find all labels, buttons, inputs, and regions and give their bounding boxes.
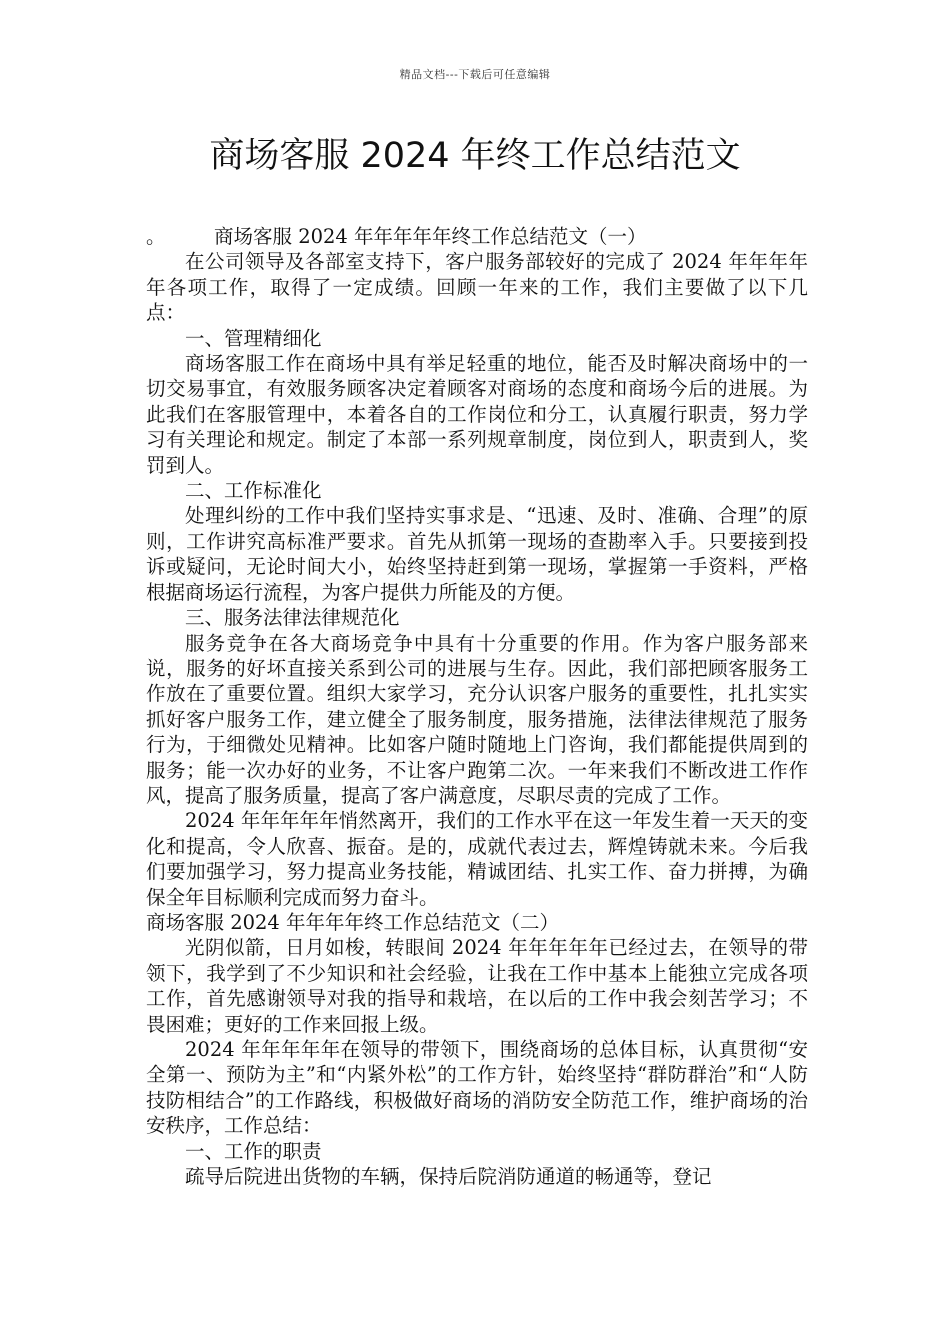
paragraph: 服务竞争在各大商场竞争中具有十分重要的作用。作为客户服务部来说，服务的好坏直接关系到公司的进展与生存。因此，我们部把顾客服务工作放在了重要位置。组织大家学习，充分认识客户服务的重要性，扎扎实实抓好客户服务工作，建立健全了服务制度，服务措施，法律法律规范了服务行为，于细微处见精神。比如客户随时随地上门咨询，我们都能提供周到的服务；能一次办好的业务，不让客户跑第二次。一年来我们不断改进工作作风，提高了服务质量，提高了客户满意度，尽职尽责的完成了工作。: [146, 631, 808, 807]
header-watermark: 精品文档---下载后可任意编辑: [399, 68, 551, 81]
paragraph: 商场客服工作在商场中具有举足轻重的地位，能否及时解决商场中的一切交易事宜，有效服务顾客决定着顾客对商场的态度和商场今后的进展。为此我们在客服管理中，本着各自的工作岗位和分工，认真履行职责，努力学习有关理论和规定。制定了本部一系列规章制度，岗位到人，职责到人，奖罚到人。: [146, 352, 808, 477]
paragraph-subtitle-1-text: 商场客服 2024 年年年年年终工作总结范文（一）: [214, 225, 647, 248]
intro-marker: 。: [146, 225, 166, 248]
paragraph: 处理纠纷的工作中我们坚持实事求是、“迅速、及时、准确、合理”的原则，工作讲究高标准严要求。首先从抓第一现场的查勘率入手。只要接到投诉或疑问，无论时间大小，始终坚持赶到第一现场，掌握第一手资料，严格根据商场运行流程，为客户提供力所能及的方便。: [146, 504, 808, 604]
section-heading: 二、工作标准化: [185, 479, 322, 503]
paragraph: 在公司领导及各部室支持下，客户服务部较好的完成了 2024 年年年年年各项工作，取得了一定成绩。回顾一年来的工作，我们主要做了以下几点：: [146, 250, 808, 325]
section-heading: 一、工作的职责: [185, 1139, 322, 1163]
section-heading: 三、服务法律法律规范化: [185, 606, 400, 630]
paragraph: 2024 年年年年年在领导的带领下，围绕商场的总体目标，认真贯彻“安全第一、预防为主”和“内紧外松”的工作方针，始终坚持“群防群治”和“人防技防相结合”的工作路线，积极做好商场的消防安全防范工作，维护商场的治安秩序，工作总结：: [146, 1038, 808, 1138]
document-title: 商场客服 2024 年终工作总结范文: [209, 136, 741, 176]
section-heading: 一、管理精细化: [185, 326, 322, 350]
paragraph-subtitle-2: 商场客服 2024 年年年年终工作总结范文（二）: [146, 910, 560, 934]
paragraph: 2024 年年年年年悄然离开，我们的工作水平在这一年发生着一天天的变化和提高，令人欣喜、振奋。是的，成就代表过去，辉煌铸就未来。今后我们要加强学习，努力提高业务技能，精诚团结、扎实工作、奋力拼搏，为确保全年目标顺利完成而努力奋斗。: [146, 809, 808, 909]
document-body: [146, 224, 808, 1189]
paragraph: 光阴似箭，日月如梭，转眼间 2024 年年年年年已经过去，在领导的带领下，我学到了不少知识和社会经验，让我在工作中基本上能独立完成各项工作，首先感谢领导对我的指导和栽培，在以后的工作中我会刻苦学习；不畏困难；更好的工作来回报上级。: [146, 936, 808, 1036]
paragraph: 疏导后院进出货物的车辆，保持后院消防通道的畅通等，登记: [185, 1165, 712, 1189]
paragraph-subtitle-1: [146, 224, 808, 249]
